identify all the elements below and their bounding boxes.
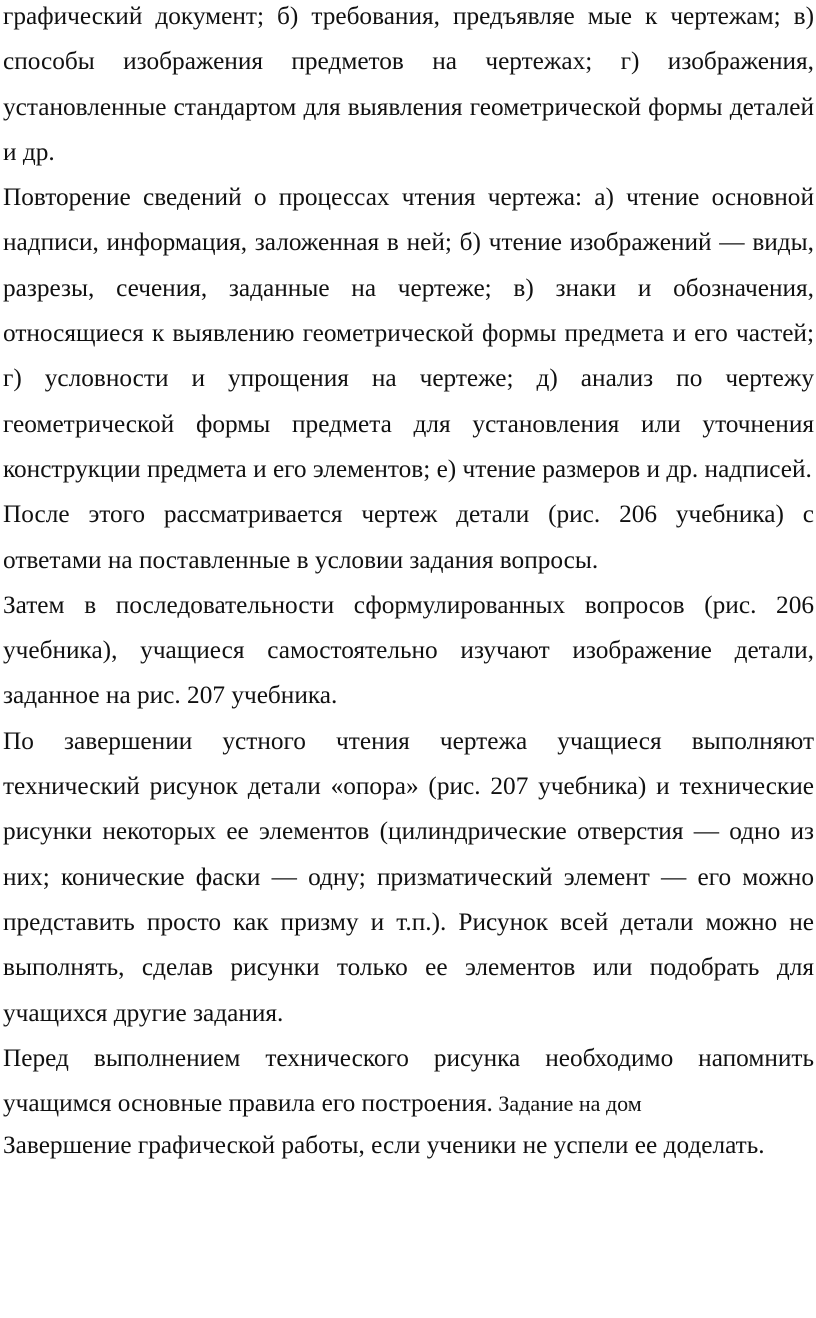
homework-heading: Задание на дом: [492, 1091, 642, 1117]
paragraph-technical-drawing-task: По завершении устного чтения чертежа учащиеся выполняют технический рисунок детали «опора» (рис. 207 учебника) и технические рисунки некоторых ее элементов (цилиндрические отверстия — одно из них; конические фаски — одну; призматический элемент — его можно представить просто как призму и т.п.). Рисунок всей детали можно не выполнять, сделав рисунки только ее элементов или подобрать для учащихся другие задания.: [3, 726, 814, 1027]
paragraph-reading-process-review: Повторение сведений о процессах чтения чертежа: а) чтение основной надписи, информация, заложенная в ней; б) чтение изображений — виды, разрезы, сечения, заданные на чертеже; в) знаки и обозначения, относящиеся к выявлению геометрической формы предмета и его частей; г) условности и упрощения на чертеже; д) анализ по чертежу геометрической формы предмета для установления или уточнения конструкции предмета и его элементов; е) чтение размеров и др. надписей.: [3, 183, 814, 483]
paragraph-construction-rules: [3, 1036, 814, 1127]
paragraph-drawing-document-requirements: графический документ; б) требования, предъявляе мые к чертежам; в) способы изображения предметов на чертежах; г) изображения, установленные стандартом для выявления геометрической формы деталей и др.: [3, 2, 814, 166]
paragraph-drawing-review: После этого рассматривается чертеж детали (рис. 206 учебника) с ответами на поставленные в условии задания вопросы.: [3, 500, 814, 574]
paragraph-independent-study: Затем в последовательности сформулированных вопросов (рис. 206 учебника), учащиеся самостоятельно изучают изображение детали, заданное на рис. 207 учебника.: [3, 590, 814, 710]
paragraph-homework: Завершение графической работы, если ученики не успели ее доделать.: [3, 1131, 765, 1160]
construction-rules-text: Перед выполнением технического рисунка необходимо напомнить учащимся основные правила его построения.: [3, 1043, 814, 1118]
